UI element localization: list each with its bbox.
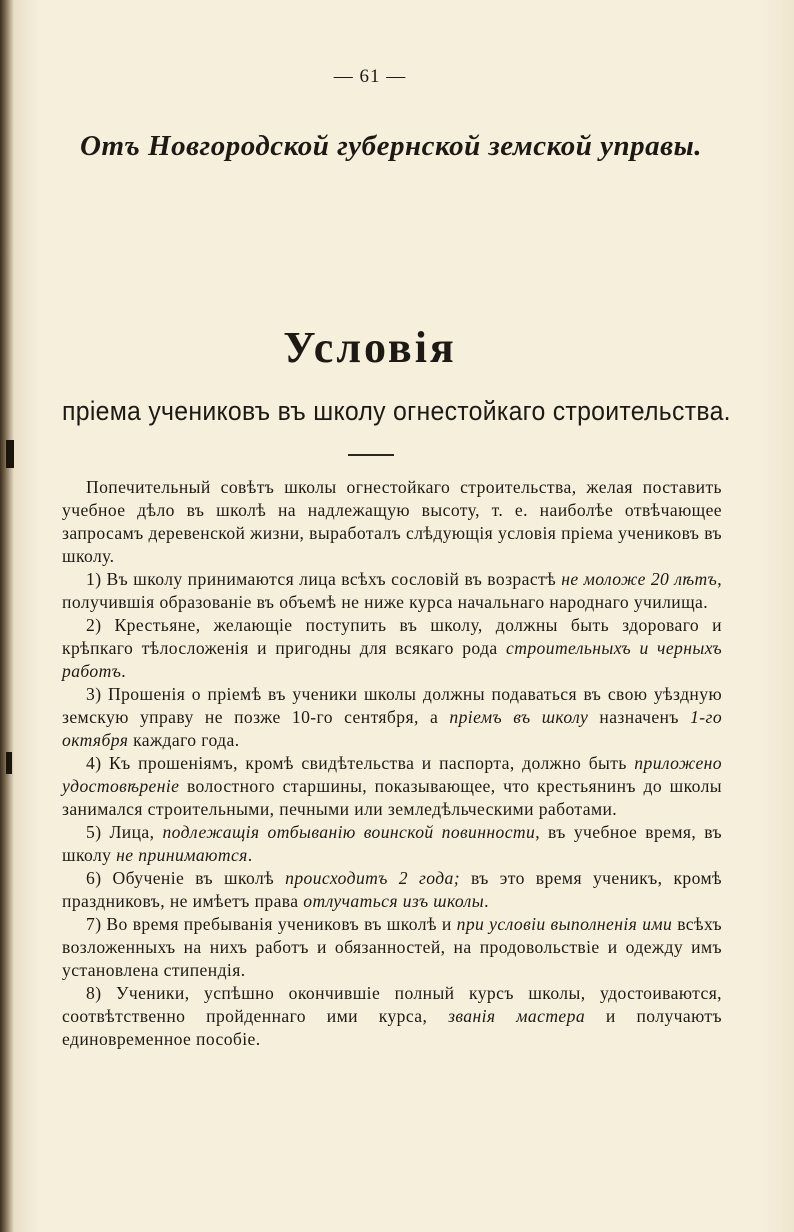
body-text-run: назначенъ — [588, 707, 691, 727]
binding-mark — [6, 752, 12, 774]
body-text-run: 3) Прошенія о пріемѣ въ ученики школы должны подаваться въ свою уѣздную земскую управу не позже 10-го сентября, а — [62, 684, 722, 727]
emphasis-text: не моложе 20 лѣтъ — [561, 569, 718, 589]
body-text-run: , получившія образованіе въ объемѣ не ниже курса начальнаго народнаго училища. — [62, 569, 722, 612]
body-text-run: , въ учебное время, въ школу — [62, 822, 722, 865]
body-text-run: 1) Въ школу принимаются лица всѣхъ сословій въ возрастѣ — [86, 569, 562, 589]
paragraph-item-7 — [62, 913, 722, 982]
body-text-run: 4) Къ прошеніямъ, кромѣ свидѣтельства и паспорта, должно быть — [86, 753, 635, 773]
emphasis-text: званія мастера — [448, 1006, 586, 1026]
paragraph-item-2 — [62, 614, 722, 683]
body-text — [62, 476, 722, 1051]
emphasis-text: пріемъ въ школу — [449, 707, 589, 727]
emphasis-text: происходитъ 2 года; — [285, 868, 460, 888]
body-text-run: 6) Обученіе въ школѣ — [86, 868, 286, 888]
body-text-run: въ это время ученикъ, кромѣ праздниковъ, не имѣетъ права — [62, 868, 722, 911]
emphasis-text: отлучаться изъ школы — [303, 891, 485, 911]
paragraph-item-3 — [62, 683, 722, 752]
binding-mark — [6, 440, 14, 468]
body-text-run: . — [121, 661, 127, 681]
body-text-run: и получаютъ единовременное пособіе. — [62, 1006, 722, 1049]
body-text-run: 7) Во время пребыванія учениковъ въ школѣ и — [86, 914, 457, 934]
page-number: — 61 — — [333, 66, 407, 87]
body-text-run: каждаго года. — [128, 730, 240, 750]
body-text-run: . — [484, 891, 489, 911]
paragraph-item-6 — [62, 867, 722, 913]
paragraph-intro — [62, 476, 722, 568]
body-text-run: всѣхъ возложенныхъ на нихъ работъ и обязанностей, на продовольствіе и одежду имъ установлена стипендія. — [62, 914, 722, 980]
body-text-run: 8) Ученики, успѣшно окончившіе полный курсъ школы, удостоиваются, соотвѣтственно пройденнаго ими курса, — [62, 983, 722, 1026]
title-divider — [348, 454, 394, 456]
emphasis-text: не принимаются — [116, 845, 248, 865]
body-text-run: Попечительный совѣтъ школы огнестойкаго строительства, желая поставить учебное дѣло въ школѣ на надлежащую высоту, т. е. наиболѣе отвѣчающее запросамъ деревенской жизни, выработалъ слѣдующія условія пріема учениковъ въ школу. — [62, 477, 722, 566]
emphasis-text: строительныхъ и черныхъ работъ — [62, 638, 722, 681]
body-text-run: 2) Крестьяне, желающіе поступить въ школу, должны быть здороваго и крѣпкаго тѣлосложенія и пригодны для всякаго рода — [62, 615, 722, 658]
emphasis-text: приложено удостовѣреніе — [62, 753, 722, 796]
paragraph-item-1 — [62, 568, 722, 614]
paragraph-item-8 — [62, 982, 722, 1051]
body-text-run: . — [247, 845, 253, 865]
paragraph-item-4 — [62, 752, 722, 821]
emphasis-text: подлежащія отбыванію воинской повинности — [162, 822, 536, 842]
emphasis-text: 1-го октября — [62, 707, 723, 750]
body-text-run: 5) Лица, — [86, 822, 163, 842]
document-title: Условія — [283, 323, 457, 372]
document-subtitle: пріема учениковъ въ школу огнестойкаго строительства. — [62, 396, 731, 426]
paragraph-item-5 — [62, 821, 722, 867]
emphasis-text: при условіи выполненія ими — [456, 914, 673, 934]
body-text-run: волостного старшины, показывающее, что крестьянинъ до школы занимался строительными, печными или земледѣльческими работами. — [62, 776, 722, 819]
issuer-line: Отъ Новгородской губернской земской управы. — [80, 130, 702, 162]
